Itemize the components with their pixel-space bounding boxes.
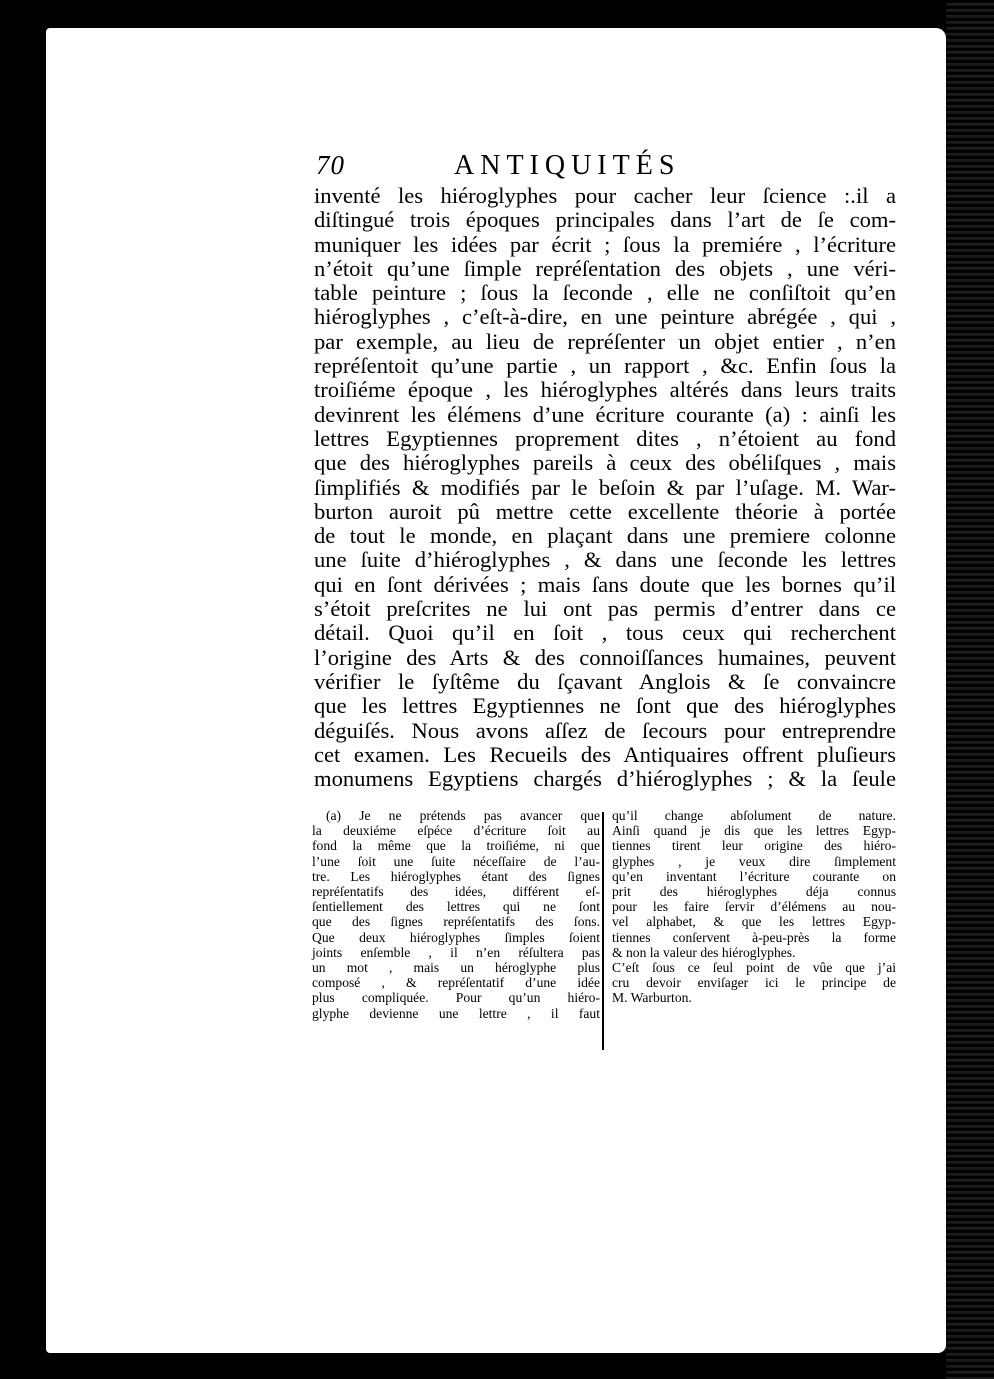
text-line: devinrent les élémens d’une écriture courante (a) : ainſi les — [314, 401, 896, 427]
text-line: que des hiéroglyphes pareils à ceux des obéliſques , mais — [314, 450, 896, 476]
text-line: repréſentatifs des idées, différent eſ- — [312, 884, 600, 900]
text-line: inventé les hiéroglyphes pour cacher leur ſcience :.il a — [314, 183, 896, 208]
main-text-block — [314, 184, 896, 791]
page-title: ANTIQUITÉS — [454, 150, 681, 181]
text-line: troiſiéme époque , les hiéroglyphes altérés dans leurs traits — [314, 377, 896, 403]
text-line: fond la même que la troiſiéme, ni que — [312, 838, 600, 854]
text-line: ſentiellement des lettres qui ne ſont — [312, 899, 600, 915]
text-line: Ainſi quand je dis que les lettres Egyp- — [612, 823, 896, 839]
text-line: n’étoit qu’une ſimple repréſentation des objets , une véri- — [314, 255, 896, 281]
text-line: plus compliquée. Pour qu’un hiéro- — [312, 990, 600, 1006]
text-line: ſimplifiés & modifiés par le beſoin & par l’uſage. M. War- — [314, 474, 896, 500]
footnote-column-right — [612, 808, 896, 1006]
text-line: par exemple, au lieu de repréſenter un objet entier , n’en — [314, 328, 896, 354]
text-line: lettres Egyptiennes proprement dites , n’étoient au fond — [314, 425, 896, 451]
text-line: qui en ſont dérivées ; mais ſans doute que les bornes qu’il — [314, 571, 896, 597]
text-line: s’étoit preſcrites ne lui ont pas permis d’entrer dans ce — [314, 596, 896, 622]
text-line: tiennes tirent leur origine des hiéro- — [612, 838, 896, 854]
footnote-column-left — [312, 808, 600, 1021]
text-line: repréſentoit qu’une partie , un rapport , &c. Enfin ſous la — [314, 353, 896, 379]
text-line: une ſuite d’hiéroglyphes , & dans une ſeconde les lettres — [314, 547, 896, 573]
text-line: la deuxiéme eſpéce d’écriture ſoit au — [312, 823, 600, 839]
text-line: que les lettres Egyptiennes ne ſont que des hiéroglyphes — [314, 693, 896, 719]
text-line: un mot , mais un héroglyphe plus — [312, 960, 600, 976]
text-line: & non la valeur des hiéroglyphes. — [612, 944, 796, 960]
text-line: joints enſemble , il n’en réſultera pas — [312, 944, 600, 960]
text-line: cet examen. Les Recueils des Antiquaires offrent pluſieurs — [314, 741, 896, 767]
text-line: de tout le monde, en plaçant dans une premiere colonne — [314, 523, 896, 549]
footnotes — [306, 808, 896, 1058]
text-line: tiennes conſervent à-peu-près la forme — [612, 929, 896, 945]
text-line: composé , & repréſentatif d’une idée — [312, 975, 600, 991]
text-line: M. Warburton. — [612, 990, 692, 1006]
text-line: tre. Les hiéroglyphes étant des ſignes — [312, 868, 600, 884]
text-line: glyphes , je veux dire ſimplement — [612, 853, 896, 869]
text-line: déguiſés. Nous avons aſſez de ſecours pour entreprendre — [314, 717, 896, 743]
text-line: vérifier le ſyſtême du ſçavant Anglois & ſe convaincre — [314, 668, 896, 694]
text-line: monumens Egyptiens chargés d’hiéroglyphes ; & la ſeule — [314, 766, 896, 792]
text-line: C’eſt ſous ce ſeul point de vûe que j’ai — [612, 960, 896, 976]
text-line: glyphe devienne une lettre , il faut — [312, 1005, 600, 1021]
text-line: cru devoir enviſager ici le principe de — [612, 975, 896, 991]
text-line: muniquer les idées par écrit ; ſous la premiére , l’écriture — [314, 231, 896, 257]
page-number: 70 — [316, 150, 345, 180]
text-line: prit des hiéroglyphes déja connus — [612, 884, 896, 900]
text-line: qu’en inventant l’écriture courante on — [612, 868, 896, 884]
text-line: que des ſignes repréſentatifs des ſons. — [312, 914, 600, 930]
text-line: burton auroit pû mettre cette excellente théorie à portée — [314, 498, 896, 524]
text-line: table peinture ; ſous la ſeconde , elle ne conſiſtoit qu’en — [314, 280, 896, 306]
text-line: qu’il change abſolument de nature. — [612, 808, 896, 823]
column-divider — [602, 812, 604, 1050]
text-line: diſtingué trois époques principales dans l’art de ſe com- — [314, 207, 896, 233]
text-line: hiéroglyphes , c’eſt-à-dire, en une peinture abrégée , qui , — [314, 304, 896, 330]
text-line: vel alphabet, & que les lettres Egyp- — [612, 914, 896, 930]
scan-edge — [946, 0, 994, 1379]
text-line: l’une ſoit une ſuite néceſſaire de l’au- — [312, 853, 600, 869]
text-line: (a) Je ne prétends pas avancer que — [326, 808, 600, 823]
text-line: pour les faire ſervir d’élémens au nou- — [612, 899, 896, 915]
text-line: l’origine des Arts & des connoiſſances humaines, peuvent — [314, 644, 896, 670]
text-line: détail. Quoi qu’il en ſoit , tous ceux qui recherchent — [314, 620, 896, 646]
text-line: Que deux hiéroglyphes ſimples ſoient — [312, 929, 600, 945]
